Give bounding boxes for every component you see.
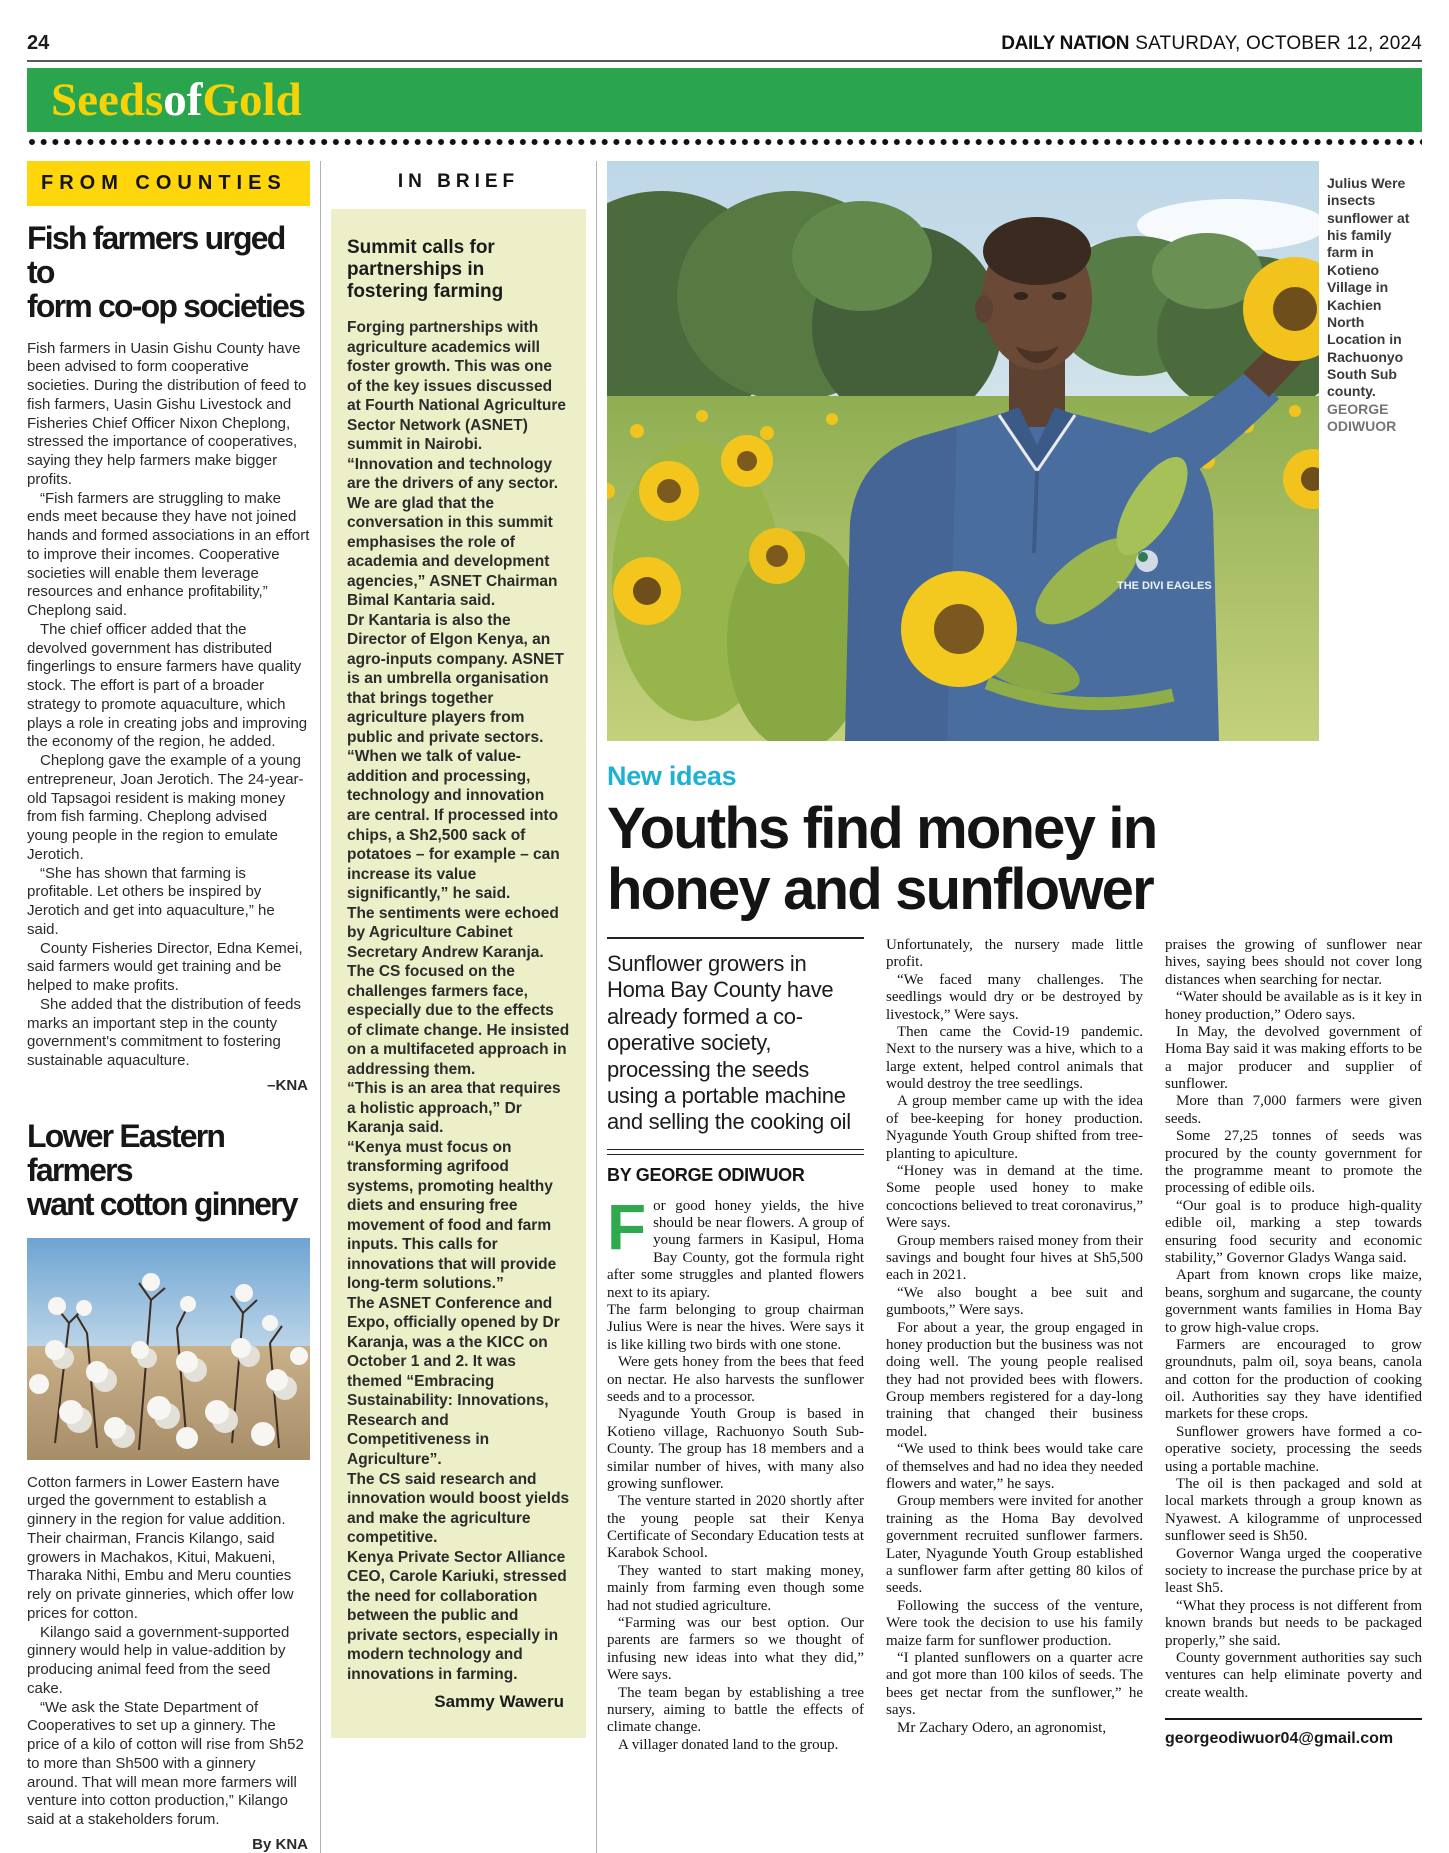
headline-line: want cotton ginnery <box>27 1185 297 1222</box>
paragraph: They wanted to start making money, mainly from farming even though some had not studied agriculture. <box>607 1562 864 1614</box>
paragraph: Cheplong gave the example of a young entrepreneur, Joan Jerotich. The 24-year-old Tapsagoi resident is making money from fish farming. Cheplong advised young people in the region to emulate Jerotich. <box>27 752 304 863</box>
paragraph: “We also bought a bee suit and gumboots,” Were says. <box>886 1284 1143 1319</box>
paragraph: Unfortunately, the nursery made little profit. <box>886 936 1143 971</box>
masthead <box>1001 33 1422 55</box>
article2-signoff: By KNA <box>252 1835 308 1853</box>
paragraph: More than 7,000 farmers were given seeds. <box>1165 1093 1422 1127</box>
paragraph: Then came the Covid-19 pandemic. Next to the nursery was a hive, which to a large extent, helped control animals that would destroy the tree seedlings. <box>886 1023 1143 1093</box>
paragraph: Fish farmers in Uasin Gishu County have been advised to form cooperative societies. During the distribution of feed to fish farmers, Uasin Gishu Livestock and Fisheries Chief Officer Nixon Cheplong, stressed the importance of cooperatives, saying they help farmers make bigger profits. <box>27 339 307 488</box>
paragraph: “When we talk of value-addition and processing, technology and innovation are central. If processed into chips, a Sh2,500 sack of potatoes – for example – can increase its value significantly,” he said. <box>347 748 560 903</box>
in-brief-label: IN BRIEF <box>397 171 520 192</box>
paragraph: Governor Wanga urged the cooperative society to increase the purchase price by at least Sh5. <box>1165 1545 1422 1597</box>
cotton-photo <box>27 1238 310 1460</box>
paragraph: The venture started in 2020 shortly after the young people sat their Kenya Certificate of Secondary Education tests at Karabok School. <box>607 1493 864 1562</box>
section-title-seeds: Seeds <box>51 73 164 126</box>
paragraph: Cotton farmers in Lower Eastern have urged the government to establish a ginnery in the region for value addition. Their chairman, Francis Kilango, said growers in Machakos, Kitui, Makueni, Tharaka Nithi, Embu and Meru counties rely on private ginneries, which offer low prices for cotton. <box>27 1473 294 1622</box>
section-title-of: of <box>163 73 203 126</box>
section-title-gold: Gold <box>202 73 302 126</box>
paragraph: “I planted sunflowers on a quarter acre and got more than 100 kilos of seeds. The bees get nectar from the sunflower,” he says. <box>886 1649 1143 1719</box>
paragraph: Apart from known crops like maize, beans, sorghum and sugarcane, the county government wants families in Homa Bay to grow high-value crops. <box>1165 1267 1422 1336</box>
paragraph: For about a year, the group engaged in honey production but the business was not doing well. The young people realised they had not provided bees with flowers. Group members registered for a day-long training that changed their business model. <box>886 1319 1143 1440</box>
paragraph: The CS focused on the challenges farmers face, especially due to the effects of climate change. He insisted on a multifaceted approach in addressing them. <box>347 963 570 1078</box>
paragraph: Group members were invited for another training as the Homa Bay devolved government recruited sunflower farmers. Later, Nyagunde Youth Group established a sunflower farm after getting 80 kilos of seeds. <box>886 1493 1143 1597</box>
paragraph: The CS said research and innovation would boost yields and make the agriculture competitive. <box>347 1470 570 1547</box>
sunflower-photo <box>607 161 1319 741</box>
photo-caption <box>1319 161 1414 741</box>
shirt-logo-text: THE DIVI EAGLES <box>1117 580 1212 592</box>
headline-line: honey and sunflower <box>607 857 1153 923</box>
article1-body <box>27 340 310 1071</box>
article2-headline <box>27 1117 310 1222</box>
paragraph: The team began by establishing a tree nursery, aiming to battle the effects of climate change. <box>607 1684 864 1736</box>
paragraph: “Kenya must focus on transforming agrifood systems, promoting healthy diets and ensuring free movement of food and farm inputs. This calls for innovations that will provide long-term solutions.” <box>347 1138 557 1293</box>
in-brief-title: Summit calls for partnerships in fostering farming <box>347 237 504 303</box>
paragraph: The farm belonging to group chairman Julius Were is near the hives. Were says it is like killing two birds with one stone. <box>607 1302 864 1353</box>
author-email: georgeodiwuor04@gmail.com <box>1165 1718 1422 1748</box>
page-number: 24 <box>27 32 50 54</box>
page-header <box>27 0 1422 62</box>
headline-line: Lower Eastern farmers <box>27 1117 225 1188</box>
paragraph: “Our goal is to produce high-quality edible oil, marking a step towards ensuring food security and economic stability,” Governor Gladys Wanga said. <box>1165 1197 1422 1266</box>
standfirst: Sunflower growers in Homa Bay County have already formed a co-operative society, processing the seeds using a portable machine and selling the cooking oil <box>607 937 864 1136</box>
paragraph: Kilango said a government-supported ginnery would help in value-addition by producing animal feed from the seed cake. <box>27 1623 290 1697</box>
article-column-2 <box>886 937 1143 1754</box>
double-rule <box>607 1149 864 1155</box>
byline: BY GEORGE ODIWUOR <box>607 1164 805 1185</box>
paragraph: “Fish farmers are struggling to make ends meet because they have not joined hands and formed associations in an effort to improve their incomes. Cooperative societies will enable them leverage resources and enhance profitability,” Cheplong said. <box>27 489 310 620</box>
paragraph: “We used to think bees would take care of themselves and had no idea they needed flowers and water,” he says. <box>886 1441 1143 1493</box>
in-brief-body <box>347 318 570 1684</box>
drop-cap: F <box>607 1190 647 1263</box>
paragraph: The ASNET Conference and Expo, officially opened by Dr Karanja, was a the KICC on October 1 and 2. It was themed “Embracing Sustainability: Innovations, Research and Competitiveness in Agriculture”. <box>347 1294 560 1468</box>
column-divider <box>596 161 597 1853</box>
article1-headline <box>27 222 310 324</box>
paragraph: Forging partnerships with agriculture academics will foster growth. This was one of the key issues discussed at Fourth National Agriculture Sector Network (ASNET) summit in Nairobi. <box>347 319 567 454</box>
column-1-body <box>607 1302 864 1754</box>
column-3-body <box>1165 937 1422 1702</box>
paragraph: “We faced many challenges. The seedlings would dry or be destroyed by livestock,” Were says. <box>886 971 1143 1023</box>
lead-paragraph <box>607 1190 864 1302</box>
paragraph: The chief officer added that the devolved government has distributed fingerlings to ensure farmers have quality stock. The effort is part of a broader strategy to promote aquaculture, which plays a role in creating jobs and improving the economy of the region, he added. <box>27 620 308 751</box>
paragraph: “Honey was in demand at the time. Some people used honey to make concoctions believed to treat coronavirus,” Were says. <box>886 1163 1143 1232</box>
article2-body <box>27 1474 310 1830</box>
masthead-date: SATURDAY, OCTOBER 12, 2024 <box>1135 33 1422 54</box>
dotted-separator <box>27 136 1422 149</box>
paragraph: “This is an area that requires a holistic approach,” Dr Karanja said. <box>347 1080 561 1137</box>
paragraph: Group members raised money from their savings and bought four hives at Sh5,500 each in 2021. <box>886 1232 1143 1284</box>
paragraph: Some 27,25 tonnes of seeds was procured by the county government for the programme meant to promote the processing of edible oils. <box>1165 1128 1422 1197</box>
paragraph: Following the success of the venture, Were took the decision to use his family maize farm for sunflower production. <box>886 1597 1143 1649</box>
paragraph: Mr Zachary Odero, an agronomist, <box>897 1719 1107 1736</box>
paragraph: “She has shown that farming is profitable. Let others be inspired by Jerotich and get into aquaculture,” he said. <box>27 864 275 938</box>
paragraph: Kenya Private Sector Alliance CEO, Carole Kariuki, stressed the need for collaboration between the public and private sectors, especially in modern technology and innovations in farming. <box>347 1548 567 1683</box>
paragraph: “What they process is not different from known brands but needs to be packaged properly,” she said. <box>1165 1597 1422 1649</box>
paragraph: The oil is then packaged and sold at local markets through a group known as Nyawest. A kilogramme of unprocessed sunflower seed is Sh50. <box>1165 1476 1422 1545</box>
headline-line: form co-op societies <box>27 287 304 324</box>
article-column-3 <box>1165 937 1422 1754</box>
in-brief-box <box>331 209 586 1738</box>
paragraph-text: or good honey yields, the hive should be near flowers. A group of young farmers in Kasipul, Homa Bay County, got the formula right after some struggles and planted flowers next to its apiary. <box>607 1197 864 1301</box>
paragraph: County government authorities say such ventures can help eliminate poverty and create wealth. <box>1165 1649 1422 1701</box>
paragraph: Nyagunde Youth Group is based in Kotieno village, Rachuonyo South Sub-County. The group has 18 members and a similar number of hives, with many also growing sunflower. <box>607 1406 864 1492</box>
paragraph: “We ask the State Department of Cooperatives to set up a ginnery. The price of a kilo of cotton will rise from Sh52 to more than Sh500 with a ginnery around. That will mean more farmers will venture into cotton production,” Kilango said at a stakeholders forum. <box>27 1698 304 1829</box>
section-banner <box>27 68 1422 132</box>
from-counties-column <box>27 161 310 1853</box>
masthead-title: DAILY NATION <box>1001 33 1130 54</box>
paragraph: She added that the distribution of feeds marks an important step in the county government's commitment to fostering sustainable aquaculture. <box>27 995 302 1070</box>
headline-line: Youths find money in <box>607 796 1157 861</box>
in-brief-column <box>331 161 586 1853</box>
paragraph: Farmers are encouraged to grow groundnuts, palm oil, soya beans, canola and cotton for the production of cooking oil. Authorities say they have identified markets for these crops. <box>1165 1336 1422 1423</box>
from-counties-label: FROM COUNTIES <box>27 161 310 206</box>
paragraph: Dr Kantaria is also the Director of Elgon Kenya, an agro-inputs company. ASNET is an umbrella organisation that brings together agriculture players from public and private sectors. <box>347 611 565 746</box>
paragraph: A group member came up with the idea of bee-keeping for honey production. Nyagunde Youth Group shifted from tree-planting to apiculture. <box>886 1093 1143 1162</box>
paragraph: “Innovation and technology are the drivers of any sector. We are glad that the conversation in this summit emphasises the role of academia and development agencies,” ASNET Chairman Bimal Kantaria said. <box>347 455 559 610</box>
paragraph: Were gets honey from the bees that feed on nectar. He also harvests the sunflower seeds and to a processor. <box>607 1354 864 1405</box>
paragraph: The sentiments were echoed by Agriculture Cabinet Secretary Andrew Karanja. <box>347 904 559 961</box>
paragraph: “Water should be available as is it key in honey production,” Odero says. <box>1165 989 1422 1023</box>
article-column-1 <box>607 937 864 1754</box>
paragraph: In May, the devolved government of Homa Bay said it was making efforts to be a major producer and supplier of sunflower. <box>1165 1023 1422 1093</box>
paragraph: praises the growing of sunflower near hives, saying bees should not cover long distances when searching for nectar. <box>1165 936 1422 988</box>
main-headline <box>607 798 1422 921</box>
main-article <box>607 161 1422 1853</box>
in-brief-byline: Sammy Waweru <box>434 1692 564 1712</box>
paragraph: A villager donated land to the group. <box>618 1736 839 1753</box>
paragraph: County Fisheries Director, Edna Kemei, said farmers would get training and be helped to make profits. <box>27 939 303 995</box>
paragraph: “Farming was our best option. Our parents are farmers so we thought of infusing new ideas into what they did,” Were says. <box>607 1615 864 1684</box>
headline-line: Fish farmers urged to <box>27 220 285 290</box>
article1-signoff: –KNA <box>267 1076 308 1094</box>
caption-text: Julius Were insects sunflower at his family farm in Kotieno Village in Kachien North Location in Rachuonyo South Sub county. <box>1327 175 1410 400</box>
kicker: New ideas <box>607 761 737 791</box>
section-title <box>51 73 302 126</box>
column-divider <box>320 161 321 1853</box>
caption-credit: GEORGE ODIWUOR <box>1327 400 1397 435</box>
paragraph: Sunflower growers have formed a co-operative society, processing the seeds using a portable machine. <box>1165 1423 1422 1475</box>
